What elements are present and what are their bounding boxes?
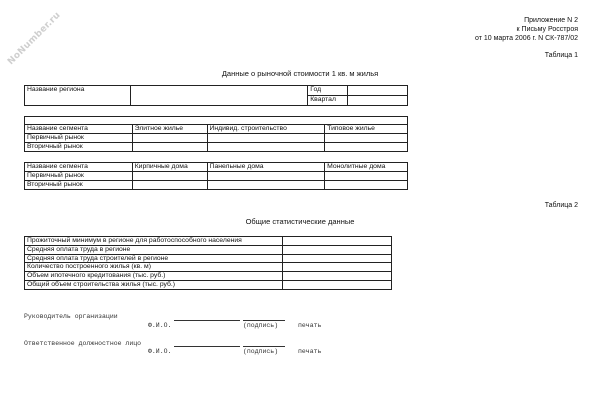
value-cell (132, 181, 207, 190)
value-cell (132, 134, 207, 143)
region-table (24, 85, 408, 106)
value-cell (207, 134, 325, 143)
table-row (25, 125, 408, 134)
table-row (25, 245, 392, 254)
region-value (130, 86, 307, 106)
header-cell: Элитное жилье (132, 125, 207, 134)
head-label: Руководитель организации (24, 313, 118, 320)
responsible-fio-line (174, 346, 240, 347)
head-sign-label: (подпись) (243, 322, 279, 329)
responsible-sign-label: (подпись) (243, 348, 279, 355)
table-row (25, 117, 408, 125)
value-cell (132, 172, 207, 181)
table-row (25, 172, 408, 181)
responsible-label: Ответственное должностное лицо (24, 340, 142, 347)
table-row (25, 263, 392, 272)
head-fio-label: Ф.И.О. (148, 322, 172, 329)
region-label: Название региона (25, 86, 131, 106)
quarter-value (348, 96, 408, 106)
value-cell (325, 134, 408, 143)
appendix-line-1: Приложение N 2 (524, 17, 578, 24)
row-label: Общий объем строительства жилья (тыс. руб.) (25, 281, 283, 290)
watermark: NoNumber.ru (6, 10, 63, 68)
blank-cell (25, 117, 408, 125)
row-label: Первичный рынок (25, 134, 133, 143)
header-cell: Типовое жилье (325, 125, 408, 134)
head-sign-line (243, 320, 285, 321)
value-cell (207, 181, 325, 190)
table1-title: Данные о рыночной стоимости 1 кв. м жилья (221, 69, 379, 78)
header-cell: Название сегмента (25, 163, 133, 172)
value-cell (282, 245, 392, 254)
responsible-sign-line (243, 346, 285, 347)
appendix-line-3: от 10 марта 2006 г. N СК-787/02 (474, 35, 578, 42)
table-row (25, 134, 408, 143)
value-cell (282, 254, 392, 263)
value-cell (325, 172, 408, 181)
year-label: Год (308, 86, 348, 96)
table-row (25, 237, 392, 246)
table-row (25, 281, 392, 290)
table-row (25, 254, 392, 263)
value-cell (282, 237, 392, 246)
value-cell (282, 263, 392, 272)
segments-table-a (24, 116, 408, 152)
head-seal-label: печать (298, 322, 322, 329)
table1-label: Таблица 1 (544, 52, 578, 59)
appendix-note (475, 16, 578, 43)
stats-table (24, 236, 392, 290)
table-row (25, 272, 392, 281)
row-label: Объем ипотечного кредитования (тыс. руб.) (25, 272, 283, 281)
table2-title: Общие статистические данные (245, 217, 355, 226)
value-cell (132, 143, 207, 152)
quarter-label: Квартал (308, 96, 348, 106)
table-row (25, 163, 408, 172)
row-label: Средняя оплата труда в регионе (25, 245, 283, 254)
value-cell (207, 143, 325, 152)
header-cell: Монолитные дома (325, 163, 408, 172)
row-label: Прожиточный минимум в регионе для работоспособного населения (25, 237, 283, 246)
value-cell (282, 281, 392, 290)
header-cell: Кирпичные дома (132, 163, 207, 172)
year-value (348, 86, 408, 96)
responsible-seal-label: печать (298, 348, 322, 355)
header-cell: Индивид. строительство (207, 125, 325, 134)
row-label: Первичный рынок (25, 172, 133, 181)
table2-label: Таблица 2 (544, 202, 578, 209)
table-row (25, 181, 408, 190)
row-label: Средняя оплата труда строителей в регионе (25, 254, 283, 263)
value-cell (207, 172, 325, 181)
responsible-fio-label: Ф.И.О. (148, 348, 172, 355)
value-cell (325, 143, 408, 152)
row-label: Вторичный рынок (25, 181, 133, 190)
appendix-line-2: к Письму Росстроя (516, 26, 578, 33)
head-fio-line (174, 320, 240, 321)
row-label: Вторичный рынок (25, 143, 133, 152)
row-label: Количество построенного жилья (кв. м) (25, 263, 283, 272)
value-cell (282, 272, 392, 281)
header-cell: Название сегмента (25, 125, 133, 134)
table-row (25, 143, 408, 152)
header-cell: Панельные дома (207, 163, 325, 172)
value-cell (325, 181, 408, 190)
segments-table-b (24, 162, 408, 190)
